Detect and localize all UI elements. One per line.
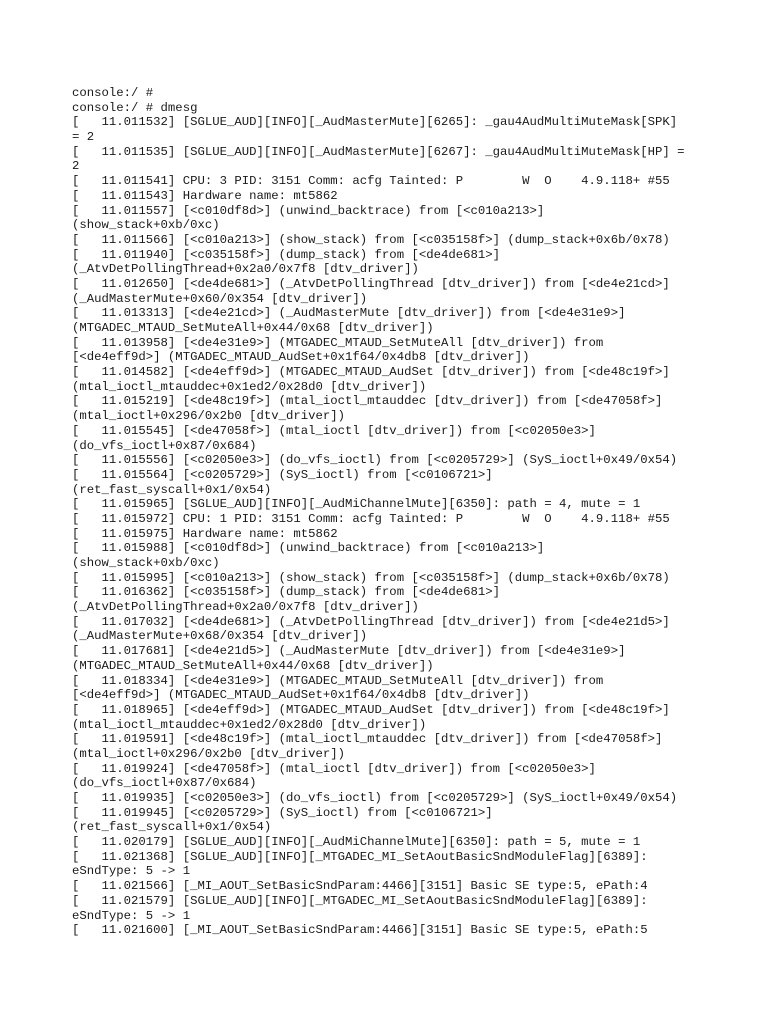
console-log-line: 2	[72, 159, 80, 174]
console-log-line: (mtal_ioctl_mtauddec+0x1ed2/0x28d0 [dtv_driver])	[72, 379, 427, 394]
console-log-line: [ 11.015995] [<c010a213>] (show_stack) from [<c035158f>] (dump_stack+0x6b/0x78)	[72, 570, 670, 585]
console-log-line: (mtal_ioctl+0x296/0x2b0 [dtv_driver])	[72, 746, 346, 761]
console-log-line: [ 11.021600] [_MI_AOUT_SetBasicSndParam:4466][3151] Basic SE type:5, ePath:5	[72, 923, 648, 938]
console-log-line: [ 11.014582] [<de4eff9d>] (MTGADEC_MTAUD_AudSet [dtv_driver]) from [<de48c19f>]	[72, 365, 670, 380]
console-log-line: [ 11.011532] [SGLUE_AUD][INFO][_AudMasterMute][6265]: _gau4AudMultiMuteMask[SPK]	[72, 115, 678, 130]
console-log-line: (_AudMasterMute+0x68/0x354 [dtv_driver])	[72, 629, 368, 644]
console-log-line: [ 11.019591] [<de48c19f>] (mtal_ioctl_mtauddec [dtv_driver]) from [<de47058f>]	[72, 732, 663, 747]
console-log-line: [<de4eff9d>] (MTGADEC_MTAUD_AudSet+0x1f64/0x4db8 [dtv_driver])	[72, 350, 530, 365]
console-log-line: [ 11.015564] [<c0205729>] (SyS_ioctl) from [<c0106721>]	[72, 467, 493, 482]
console-log-line: [ 11.015556] [<c02050e3>] (do_vfs_ioctl) from [<c0205729>] (SyS_ioctl+0x49/0x54)	[72, 453, 678, 468]
console-log-line: [ 11.015965] [SGLUE_AUD][INFO][_AudMiChannelMute][6350]: path = 4, mute = 1	[72, 497, 641, 512]
console-log-line: (show_stack+0xb/0xc)	[72, 218, 220, 233]
console-log-line: (show_stack+0xb/0xc)	[72, 556, 220, 570]
console-output	[72, 86, 762, 938]
console-log-line: [ 11.011543] Hardware name: mt5862	[72, 188, 338, 203]
console-log-line: eSndType: 5 -> 1	[72, 864, 191, 879]
console-log-line: [ 11.012650] [<de4de681>] (_AtvDetPollingThread [dtv_driver]) from [<de4e21cd>]	[72, 276, 670, 291]
console-log-line: (MTGADEC_MTAUD_SetMuteAll+0x44/0x68 [dtv_driver])	[72, 658, 434, 673]
console-log-line: (_AtvDetPollingThread+0x2a0/0x7f8 [dtv_driver])	[72, 262, 419, 277]
console-log-line: [ 11.011541] CPU: 3 PID: 3151 Comm: acfg Tainted: P W O 4.9.118+ #55	[72, 174, 670, 189]
console-log-line: (ret_fast_syscall+0x1/0x54)	[72, 482, 272, 497]
console-log-line: [ 11.017681] [<de4e21d5>] (_AudMasterMute [dtv_driver]) from [<de4e31e9>]	[72, 644, 626, 659]
console-log-line: [ 11.021368] [SGLUE_AUD][INFO][_MTGADEC_MI_SetAoutBasicSndModuleFlag][6389]:	[72, 849, 648, 864]
console-log-line: eSndType: 5 -> 1	[72, 908, 191, 923]
console-log-line: [ 11.011557] [<c010df8d>] (unwind_backtrace) from [<c010a213>]	[72, 203, 545, 218]
console-log-line: (do_vfs_ioctl+0x87/0x684)	[72, 776, 257, 791]
console-log-line: [ 11.015219] [<de48c19f>] (mtal_ioctl_mtauddec [dtv_driver]) from [<de47058f>]	[72, 394, 663, 409]
console-log-line: (_AudMasterMute+0x60/0x354 [dtv_driver])	[72, 291, 368, 306]
console-log-line: [ 11.013958] [<de4e31e9>] (MTGADEC_MTAUD_SetMuteAll [dtv_driver]) from	[72, 335, 604, 350]
console-log-line: [ 11.019935] [<c02050e3>] (do_vfs_ioctl) from [<c0205729>] (SyS_ioctl+0x49/0x54)	[72, 791, 678, 805]
console-log-line: [<de4eff9d>] (MTGADEC_MTAUD_AudSet+0x1f64/0x4db8 [dtv_driver])	[72, 688, 530, 703]
console-log-line: [ 11.018965] [<de4eff9d>] (MTGADEC_MTAUD_AudSet [dtv_driver]) from [<de48c19f>]	[72, 702, 670, 717]
console-log-line: [ 11.021566] [_MI_AOUT_SetBasicSndParam:4466][3151] Basic SE type:5, ePath:4	[72, 879, 648, 894]
console-log-line: [ 11.015988] [<c010df8d>] (unwind_backtrace) from [<c010a213>]	[72, 541, 545, 556]
console-log-line: (ret_fast_syscall+0x1/0x54)	[72, 820, 272, 835]
console-log-line: [ 11.019945] [<c0205729>] (SyS_ioctl) from [<c0106721>]	[72, 805, 493, 820]
console-log-line: [ 11.017032] [<de4de681>] (_AtvDetPollingThread [dtv_driver]) from [<de4e21d5>]	[72, 614, 670, 629]
console-log-line: [ 11.015545] [<de47058f>] (mtal_ioctl [dtv_driver]) from [<c02050e3>]	[72, 423, 596, 438]
console-log-line: (MTGADEC_MTAUD_SetMuteAll+0x44/0x68 [dtv_driver])	[72, 321, 434, 335]
console-log-line: = 2	[72, 130, 95, 145]
console-log-line: [ 11.015975] Hardware name: mt5862	[72, 526, 338, 541]
console-log-line: (mtal_ioctl+0x296/0x2b0 [dtv_driver])	[72, 409, 346, 424]
console-log-line: (do_vfs_ioctl+0x87/0x684)	[72, 438, 257, 453]
console-log-line: [ 11.013313] [<de4e21cd>] (_AudMasterMute [dtv_driver]) from [<de4e31e9>]	[72, 306, 626, 321]
console-log-line: [ 11.019924] [<de47058f>] (mtal_ioctl [dtv_driver]) from [<c02050e3>]	[72, 761, 596, 776]
console-log-line: (_AtvDetPollingThread+0x2a0/0x7f8 [dtv_driver])	[72, 600, 419, 615]
console-prompt-line: console:/ # dmesg	[72, 100, 198, 115]
console-log-line: (mtal_ioctl_mtauddec+0x1ed2/0x28d0 [dtv_driver])	[72, 717, 427, 732]
console-log-line: [ 11.011535] [SGLUE_AUD][INFO][_AudMasterMute][6267]: _gau4AudMultiMuteMask[HP] =	[72, 144, 685, 159]
console-log-line: [ 11.016362] [<c035158f>] (dump_stack) from [<de4de681>]	[72, 585, 501, 600]
console-log-line: [ 11.015972] CPU: 1 PID: 3151 Comm: acfg Tainted: P W O 4.9.118+ #55	[72, 511, 670, 526]
console-prompt-line: console:/ #	[72, 86, 154, 100]
console-log-line: [ 11.018334] [<de4e31e9>] (MTGADEC_MTAUD_SetMuteAll [dtv_driver]) from	[72, 673, 604, 688]
console-log-line: [ 11.011566] [<c010a213>] (show_stack) from [<c035158f>] (dump_stack+0x6b/0x78)	[72, 232, 670, 247]
console-log-line: [ 11.020179] [SGLUE_AUD][INFO][_AudMiChannelMute][6350]: path = 5, mute = 1	[72, 835, 641, 850]
console-log-line: [ 11.011940] [<c035158f>] (dump_stack) from [<de4de681>]	[72, 247, 501, 262]
console-log-line: [ 11.021579] [SGLUE_AUD][INFO][_MTGADEC_MI_SetAoutBasicSndModuleFlag][6389]:	[72, 893, 648, 908]
